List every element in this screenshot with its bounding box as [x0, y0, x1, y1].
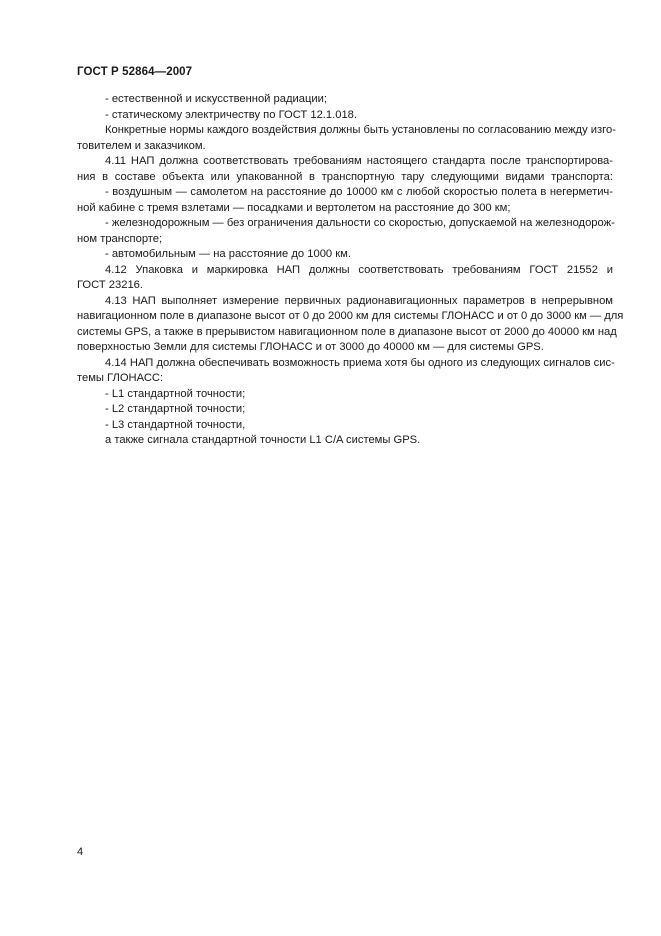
text-line: 4.14 НАП должна обеспечивать возможность приема хотя бы одного из следующих сигналов сис- — [105, 356, 615, 369]
text-line: навигационном поле в диапазоне высот от 0 до 2000 км для системы ГЛОНАСС и от 0 до 3000 км — для — [77, 310, 624, 322]
text-line: товителем и заказчиком. — [77, 139, 206, 152]
text-line: - естественной и искусственной радиации; — [105, 93, 327, 105]
text-line: - статическому электричеству по ГОСТ 12.1.018. — [105, 108, 358, 121]
text-line: а также сигнала стандартной точности L1 C/A системы GPS. — [105, 434, 421, 446]
text-line: - автомобильным — на расстояние до 1000 км. — [105, 248, 351, 260]
text-line: ния в составе объекта или упакованной в транспортную тару следующими видами транспорта: — [77, 170, 613, 183]
text-line: - L3 стандартной точности, — [105, 418, 246, 431]
text-line: поверхностью Земли для системы ГЛОНАСС и от 3000 до 40000 км — для системы GPS. — [77, 341, 544, 353]
text-line: ГОСТ 23216. — [77, 279, 143, 291]
document-header: ГОСТ Р 52864—2007 — [77, 66, 193, 78]
page-number: 4 — [77, 846, 84, 858]
text-line: ном транспорте; — [77, 232, 163, 245]
text-line: 4.12 Упаковка и маркировка НАП должны соответствовать требованиям ГОСТ 21552 и — [105, 263, 613, 276]
text-line: ной кабине с тремя взлетами — посадками и вертолетом на расстояние до 300 км; — [77, 201, 511, 214]
text-line: системы GPS, а также в прерывистом навигационном поле в диапазоне высот от 2000 до 40000 км над — [77, 325, 617, 338]
text-line: Конкретные нормы каждого воздействия должны быть установлены по согласованию между изго- — [105, 124, 616, 136]
text-line: 4.13 НАП выполняет измерение первичных радионавигационных параметров в непрерывном — [105, 294, 613, 307]
text-line: 4.11 НАП должна соответствовать требованиям настоящего стандарта после транспортирова- — [105, 155, 613, 167]
document-body — [77, 92, 624, 449]
text-line: - L1 стандартной точности; — [105, 387, 246, 400]
text-line: темы ГЛОНАСС: — [77, 372, 164, 384]
text-line: - L2 стандартной точности; — [105, 403, 246, 415]
text-line: - железнодорожным — без ограничения дальности со скоростью, допускаемой на железнодорож- — [105, 217, 615, 229]
text-line: - воздушным — самолетом на расстояние до 10000 км с любой скоростью полета в негерметич- — [105, 186, 613, 198]
